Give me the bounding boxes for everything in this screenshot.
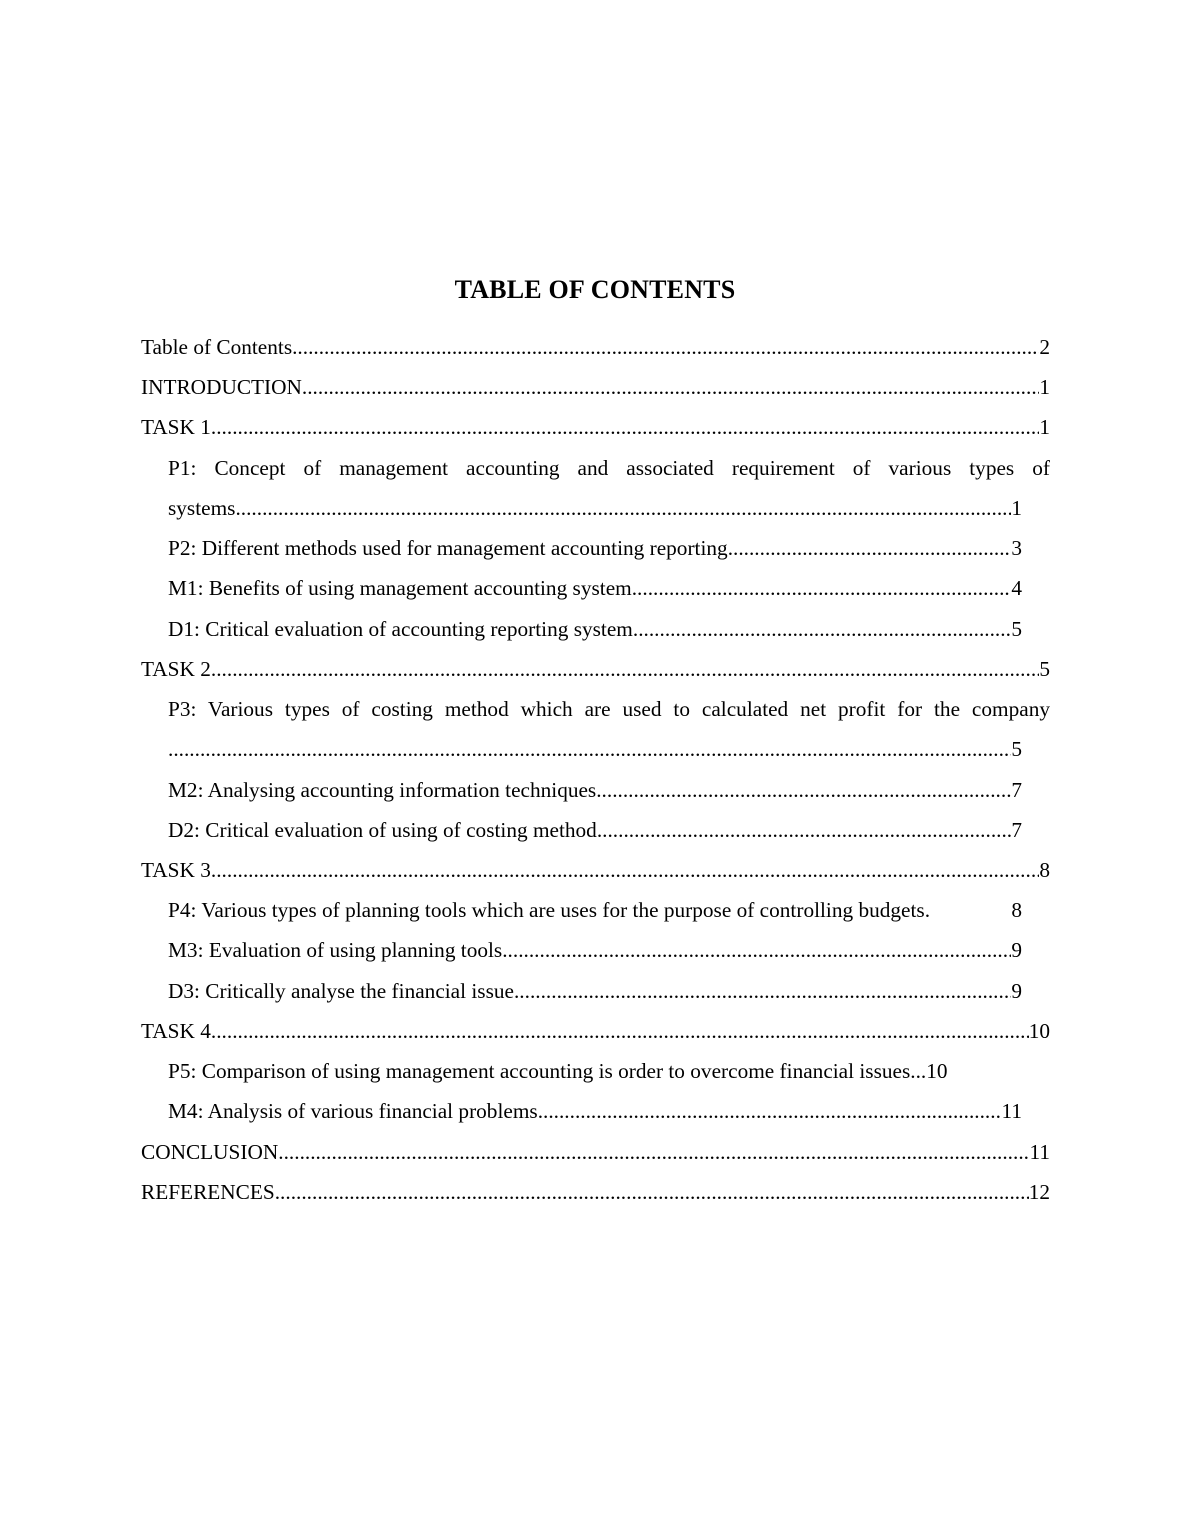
dot-leader: ... bbox=[910, 1059, 927, 1083]
dot-leader bbox=[211, 1011, 1029, 1051]
toc-entry-page: 1 bbox=[1039, 415, 1050, 439]
toc-entry-task-4[interactable] bbox=[141, 1011, 1050, 1051]
toc-entry-m3[interactable] bbox=[168, 930, 1022, 970]
toc-entry-page: 5 bbox=[1039, 657, 1050, 681]
toc-entry-p1-line1[interactable] bbox=[168, 448, 1050, 488]
toc-entry-label: P1: Concept of management accounting and associated requirement of various types of bbox=[168, 456, 1050, 480]
toc-entry-p4[interactable] bbox=[168, 890, 1022, 930]
toc-entry-label: TASK 1 bbox=[141, 415, 211, 439]
dot-leader bbox=[292, 327, 1039, 367]
toc-entry-page: 1 bbox=[1039, 375, 1050, 399]
toc-entry-page: 11 bbox=[1029, 1140, 1050, 1164]
toc-entry-page: 8 bbox=[1039, 858, 1050, 882]
toc-entry-d1[interactable] bbox=[168, 609, 1022, 649]
toc-entry-label: M4: Analysis of various financial problems bbox=[168, 1099, 538, 1123]
dot-leader bbox=[596, 770, 1011, 810]
toc-entry-label: P2: Different methods used for management accounting reporting bbox=[168, 536, 728, 560]
toc-entry-page: 5 bbox=[1011, 737, 1022, 761]
toc-entry-page: 12 bbox=[1028, 1180, 1050, 1204]
toc-entry-label: D1: Critical evaluation of accounting reporting system bbox=[168, 617, 633, 641]
toc-entry-p3-line1[interactable] bbox=[168, 689, 1050, 729]
toc-entry-task-3[interactable] bbox=[141, 850, 1050, 890]
toc-entry-page: 9 bbox=[1011, 979, 1022, 1003]
toc-entry-label: P4: Various types of planning tools which are uses for the purpose of controlling budgets. bbox=[168, 898, 931, 922]
toc-entry-label: Table of Contents bbox=[141, 335, 293, 359]
dot-leader bbox=[278, 1132, 1029, 1172]
toc-entry-d2[interactable] bbox=[168, 810, 1022, 850]
dot-leader bbox=[302, 367, 1039, 407]
toc-entry-m1[interactable] bbox=[168, 568, 1022, 608]
toc-entry-table-of-contents[interactable] bbox=[141, 327, 1050, 367]
toc-entry-page: 7 bbox=[1011, 818, 1022, 842]
toc-entry-label: P3: Various types of costing method which are used to calculated net profit for the company bbox=[168, 697, 1050, 721]
dot-leader bbox=[728, 528, 1012, 568]
toc-entry-page: 10 bbox=[1028, 1019, 1050, 1043]
toc-entry-label: systems bbox=[168, 496, 236, 520]
toc-entry-label: TASK 4 bbox=[141, 1019, 211, 1043]
toc-entry-page: 4 bbox=[1011, 576, 1022, 600]
toc-entry-p3[interactable] bbox=[168, 729, 1022, 769]
toc-entry-label: TASK 3 bbox=[141, 858, 211, 882]
dot-leader bbox=[597, 810, 1012, 850]
toc-entry-m2[interactable] bbox=[168, 770, 1022, 810]
toc-entry-conclusion[interactable] bbox=[141, 1132, 1050, 1172]
toc-entry-p5[interactable] bbox=[168, 1051, 1022, 1091]
toc-entry-d3[interactable] bbox=[168, 971, 1022, 1011]
toc-entry-p1[interactable] bbox=[168, 488, 1022, 528]
dot-leader bbox=[275, 1172, 1029, 1212]
toc-entry-label: D3: Critically analyse the financial issue bbox=[168, 979, 514, 1003]
toc-entry-page: 10 bbox=[926, 1059, 948, 1083]
toc-entry-label: REFERENCES bbox=[141, 1180, 275, 1204]
toc-entry-label: M2: Analysing accounting information techniques bbox=[168, 778, 597, 802]
toc-entry-page: 7 bbox=[1011, 778, 1022, 802]
dot-leader bbox=[538, 1091, 1002, 1131]
dot-leader bbox=[632, 568, 1012, 608]
toc-entry-introduction[interactable] bbox=[141, 367, 1050, 407]
toc-entry-references[interactable] bbox=[141, 1172, 1050, 1212]
toc-entry-page: 11 bbox=[1001, 1099, 1022, 1123]
toc-entry-page: 5 bbox=[1011, 617, 1022, 641]
toc-entry-task-2[interactable] bbox=[141, 649, 1050, 689]
toc-entry-page: 1 bbox=[1011, 496, 1022, 520]
toc-entry-label: P5: Comparison of using management accounting is order to overcome financial issues bbox=[168, 1059, 911, 1083]
toc-entry-p2[interactable] bbox=[168, 528, 1022, 568]
dot-leader bbox=[514, 971, 1011, 1011]
dot-leader bbox=[168, 729, 1011, 769]
dot-leader bbox=[211, 850, 1039, 890]
dot-leader bbox=[211, 407, 1039, 447]
dot-leader bbox=[235, 488, 1011, 528]
toc-entry-page: 9 bbox=[1011, 938, 1022, 962]
dot-leader bbox=[502, 930, 1011, 970]
toc-entry-page: 3 bbox=[1011, 536, 1022, 560]
dot-leader bbox=[211, 649, 1039, 689]
toc-entry-m4[interactable] bbox=[168, 1091, 1022, 1131]
toc-entry-page: 2 bbox=[1039, 335, 1050, 359]
toc-entry-page: 8 bbox=[1011, 898, 1022, 922]
toc-entry-label: TASK 2 bbox=[141, 657, 211, 681]
page-title: TABLE OF CONTENTS bbox=[454, 275, 736, 304]
toc-entry-label: M3: Evaluation of using planning tools bbox=[168, 938, 503, 962]
toc-entry-label: M1: Benefits of using management accounting system bbox=[168, 576, 632, 600]
toc-entry-task-1[interactable] bbox=[141, 407, 1050, 447]
toc-entry-label: CONCLUSION bbox=[141, 1140, 279, 1164]
dot-leader bbox=[633, 609, 1011, 649]
toc-entry-label: INTRODUCTION bbox=[141, 375, 302, 399]
toc-entry-label: D2: Critical evaluation of using of costing method bbox=[168, 818, 597, 842]
